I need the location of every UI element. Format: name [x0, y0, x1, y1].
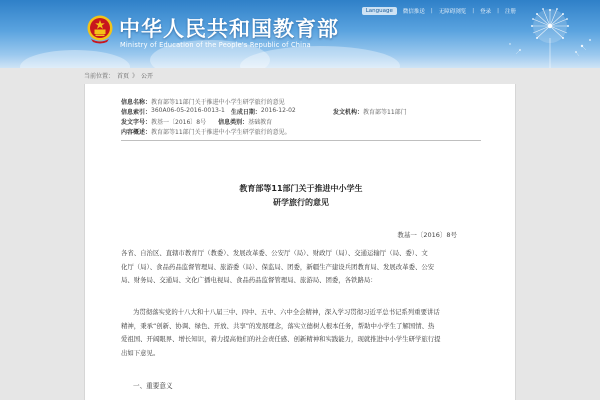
site-banner — [0, 0, 600, 68]
breadcrumb — [84, 71, 153, 80]
breadcrumb-separator: 》 — [132, 73, 139, 80]
text-line: 局、财务局、交通局、文化广播电视局、食品药品监督管理局、旅游局、团委，各铁路局： — [121, 276, 377, 284]
separator: | — [472, 7, 475, 14]
info-value: 教育部等11部门关于推进中小学生研学旅行的意见。 — [151, 128, 291, 136]
breadcrumb-label: 当前位置： — [84, 73, 115, 80]
info-label: 信息类别： — [218, 118, 249, 126]
info-value: 教育部等11部门 — [363, 108, 407, 116]
register-link[interactable]: 注册 — [504, 8, 516, 15]
top-links — [362, 5, 516, 16]
site-subtitle: Ministry of Education of the People's Republic of China — [120, 41, 311, 49]
info-row-index — [121, 106, 481, 116]
separator: | — [430, 7, 433, 14]
accessibility-link[interactable]: 无障碍浏览 — [438, 8, 467, 15]
info-row-name — [121, 96, 481, 106]
recipients-paragraph — [121, 247, 481, 288]
info-value: 教基一〔2016〕8号 — [151, 118, 207, 126]
info-value: 2016-12-02 — [260, 106, 296, 114]
info-value: 教育部等11部门关于推进中小学生研学旅行的意见 — [151, 98, 285, 106]
site-title[interactable]: 中华人民共和国教育部 — [119, 17, 339, 41]
text-line: 精神，秉承“创新、协调、绿色、开放、共享”的发展理念，落实立德树人根本任务，帮助中小学生了解国情、热 — [121, 321, 435, 330]
info-label: 发文字号： — [121, 118, 152, 126]
language-link[interactable]: Language — [362, 7, 397, 15]
separator: | — [497, 7, 499, 14]
document-title-line-2: 研学旅行的意见 — [273, 198, 329, 207]
text-line: 爱祖国、开阔眼界、增长知识，着力提高他们的社会责任感、创新精神和实践能力，现就推进中小学生研学旅行提 — [121, 335, 441, 343]
info-label: 发文机构： — [333, 108, 364, 116]
wechat-link[interactable]: 微信推送 — [402, 8, 425, 15]
document-info-table — [121, 96, 481, 141]
breadcrumb-public[interactable]: 公开 — [141, 73, 154, 80]
info-value: 360A06-05-2016-0013-1 — [151, 106, 225, 114]
text-line: 各省、自治区、直辖市教育厅（教委）、发展改革委、公安厅（局）、财政厅（局）、交通运输厅（局、委）、文 — [121, 249, 428, 257]
document-number: 教基一〔2016〕8号 — [397, 231, 457, 239]
national-emblem-icon — [86, 14, 114, 44]
text-line: 化厅（局）、食品药品监督管理局、旅游委（局）、保监局、团委，新疆生产建设兵团教育局、发展改革委、公安 — [121, 262, 435, 271]
banner-cloud — [20, 50, 130, 68]
banner-cloud — [240, 46, 400, 68]
content-panel — [84, 84, 516, 400]
info-label: 信息索引： — [121, 108, 152, 116]
document-title-line-1: 教育部等11部门关于推进中小学生 — [239, 184, 363, 193]
info-label: 生成日期： — [230, 108, 261, 116]
info-value: 基础教育 — [248, 118, 273, 126]
breadcrumb-home[interactable]: 首页 — [117, 73, 130, 80]
login-link[interactable]: 登录 — [480, 8, 492, 15]
breadcrumb-bar — [0, 68, 600, 84]
info-label: 信息名称： — [121, 98, 152, 106]
body-paragraph — [121, 306, 481, 360]
info-row-docno — [121, 116, 481, 126]
info-row-summary — [121, 126, 481, 136]
info-label: 内容概述： — [121, 128, 152, 136]
text-line: 出如下意见。 — [121, 348, 160, 357]
text-line: 为贯彻落实党的十八大和十八届三中、四中、五中、六中全会精神，深入学习贯彻习近平总书记系列重要讲话 — [133, 308, 440, 316]
section-heading: 一、重要意义 — [133, 382, 173, 390]
